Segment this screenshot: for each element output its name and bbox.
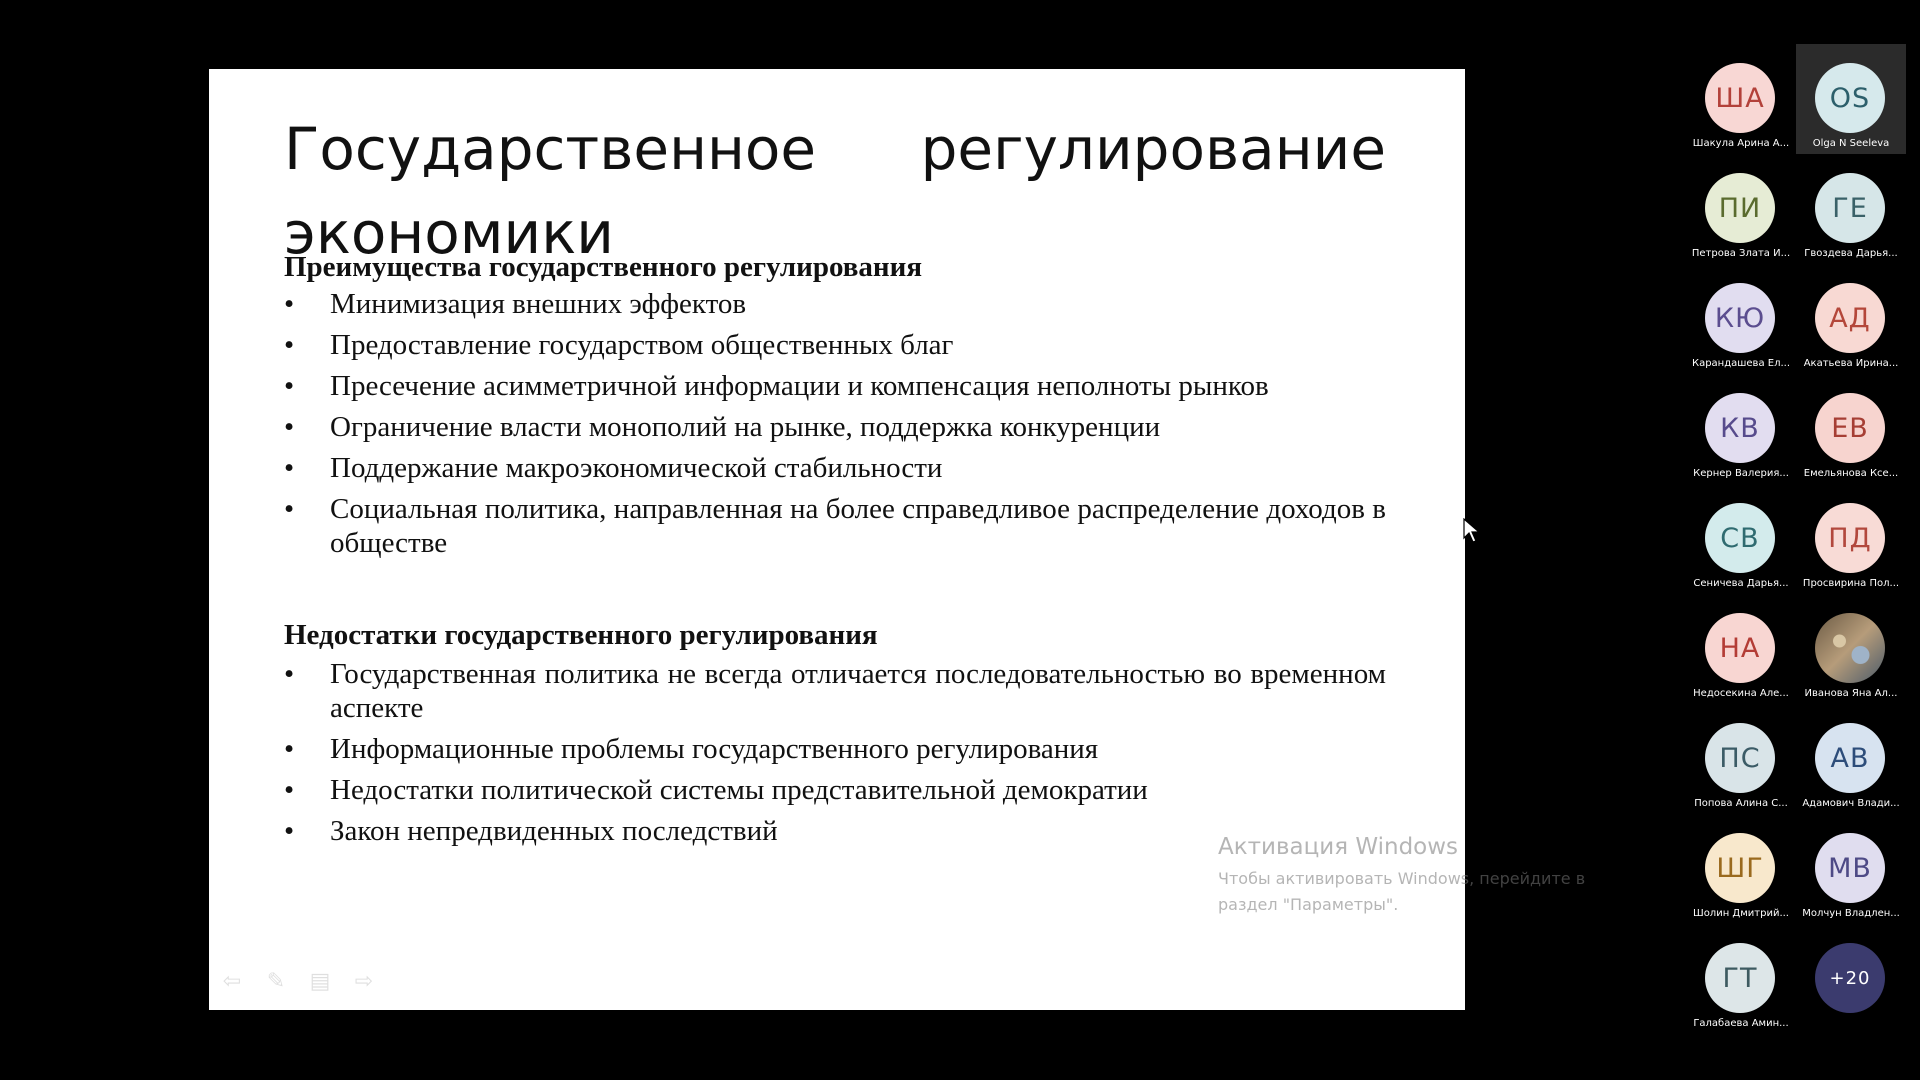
list-item-text: Информационные проблемы государственного регулирования [330, 733, 1099, 765]
participant-tile[interactable] [1796, 594, 1906, 704]
participant-tile[interactable] [1686, 594, 1796, 704]
participant-tile[interactable] [1686, 374, 1796, 484]
participant-name: Емельянова Ксе... [1803, 468, 1899, 479]
participant-name: Кернер Валерия... [1693, 468, 1789, 479]
bullet-icon: • [284, 329, 295, 361]
list-item-text: Предоставление государством общественных благ [330, 329, 954, 361]
avatar: МВ [1815, 833, 1885, 903]
slide-title-word-1: Государственное [284, 115, 817, 183]
list-item-text: Социальная политика, направленная на более справедливое распределение доходов в обществе [330, 493, 1386, 559]
bullet-icon: • [284, 774, 295, 806]
participant-photo [1815, 613, 1885, 683]
participant-name: Молчун Владлен... [1802, 908, 1900, 919]
disadvantages-list [284, 657, 1386, 855]
more-count: +20 [1815, 943, 1885, 1013]
watermark-line-1: Чтобы активировать Windows, перейдите в [1218, 869, 1586, 888]
advantage-item [284, 451, 1386, 485]
disadvantage-item [284, 657, 1386, 725]
list-item-text: Ограничение власти монополий на рынке, поддержка конкуренции [330, 411, 1161, 443]
avatar: ГТ [1705, 943, 1775, 1013]
participants-panel [1686, 44, 1906, 1074]
participant-tile[interactable] [1686, 44, 1796, 154]
advantages-heading: Преимущества государственного регулирования [284, 251, 923, 283]
avatar: СВ [1705, 503, 1775, 573]
disadvantage-item [284, 732, 1386, 766]
watermark-title: Активация Windows [1218, 834, 1459, 860]
avatar: НА [1705, 613, 1775, 683]
participant-tile[interactable] [1796, 484, 1906, 594]
participant-name: Адамович Влади... [1802, 798, 1900, 809]
bullet-icon: • [284, 288, 295, 320]
participant-name: Попова Алина С... [1694, 798, 1788, 809]
bullet-icon: • [284, 411, 295, 443]
list-item-text: Недостатки политической системы представительной демократии [330, 774, 1148, 806]
bullet-icon: • [284, 493, 295, 525]
advantage-item [284, 287, 1386, 321]
avatar: КЮ [1705, 283, 1775, 353]
advantage-item [284, 328, 1386, 362]
avatar: ПД [1815, 503, 1885, 573]
participant-name: Галабаева Амин... [1693, 1018, 1789, 1029]
participant-tile[interactable] [1686, 484, 1796, 594]
participant-tile[interactable] [1796, 814, 1906, 924]
participant-tile[interactable] [1796, 704, 1906, 814]
avatar: ША [1705, 63, 1775, 133]
bullet-icon: • [284, 452, 295, 484]
disadvantage-item [284, 773, 1386, 807]
advantages-list [284, 287, 1386, 567]
disadvantages-heading: Недостатки государственного регулирования [284, 619, 878, 651]
windows-activation-watermark [1218, 834, 1585, 918]
participant-tile[interactable] [1796, 44, 1906, 154]
avatar: ПИ [1705, 173, 1775, 243]
participant-name: Шакула Арина А... [1692, 138, 1790, 149]
avatar: АД [1815, 283, 1885, 353]
avatar: КВ [1705, 393, 1775, 463]
advantage-item [284, 492, 1386, 560]
list-item-text: Минимизация внешних эффектов [330, 288, 747, 320]
bullet-icon: • [284, 733, 295, 765]
participant-tile[interactable] [1686, 704, 1796, 814]
participant-tile[interactable] [1796, 374, 1906, 484]
participant-tile[interactable] [1686, 154, 1796, 264]
watermark-line-2: раздел "Параметры". [1218, 895, 1399, 914]
list-item-text: Поддержание макроэкономической стабильности [330, 452, 943, 484]
bullet-icon: • [284, 815, 295, 847]
more-participants-button[interactable] [1796, 924, 1906, 1034]
avatar: ЕВ [1815, 393, 1885, 463]
participant-name: Просвирина Пол... [1802, 578, 1900, 589]
participant-name: Шолин Дмитрий... [1693, 908, 1789, 919]
participant-tile[interactable] [1796, 264, 1906, 374]
participant-name: Olga N Seeleva [1812, 138, 1890, 149]
advantage-item [284, 410, 1386, 444]
advantage-item [284, 369, 1386, 403]
slide-toolbar [219, 968, 377, 994]
participant-tile[interactable] [1796, 154, 1906, 264]
participant-name: Недосекина Але... [1693, 688, 1789, 699]
forward-arrow-icon[interactable]: ⇨ [354, 968, 374, 993]
avatar: OS [1815, 63, 1885, 133]
participant-tile[interactable] [1686, 924, 1796, 1034]
participant-name: Карандашева Ел... [1691, 358, 1791, 369]
participant-name: Сеничева Дарья... [1693, 578, 1789, 589]
participant-tile[interactable] [1686, 264, 1796, 374]
avatar: ГЕ [1815, 173, 1885, 243]
mouse-cursor-icon [1463, 518, 1481, 544]
pen-icon[interactable]: ✎ [266, 968, 286, 993]
list-item-text: Государственная политика не всегда отличается последовательностью во временном аспекте [330, 658, 1386, 724]
menu-icon[interactable]: ▤ [309, 968, 331, 993]
back-arrow-icon[interactable]: ⇦ [222, 968, 242, 993]
bullet-icon: • [284, 658, 295, 690]
slide-title-word-2: регулирование [920, 115, 1386, 183]
list-item-text: Закон непредвиденных последствий [330, 815, 778, 847]
participant-name: Петрова Злата И... [1691, 248, 1791, 259]
bullet-icon: • [284, 370, 295, 402]
participant-name: Гвоздева Дарья... [1804, 248, 1898, 259]
avatar: ШГ [1705, 833, 1775, 903]
participant-tile[interactable] [1686, 814, 1796, 924]
participant-name: Иванова Яна Ал... [1804, 688, 1898, 699]
participant-name: Акатьева Ирина... [1803, 358, 1899, 369]
avatar: ПС [1705, 723, 1775, 793]
slide-title-line-2: экономики [284, 199, 614, 267]
list-item-text: Пресечение асимметричной информации и компенсация неполноты рынков [330, 370, 1269, 402]
avatar: АВ [1815, 723, 1885, 793]
